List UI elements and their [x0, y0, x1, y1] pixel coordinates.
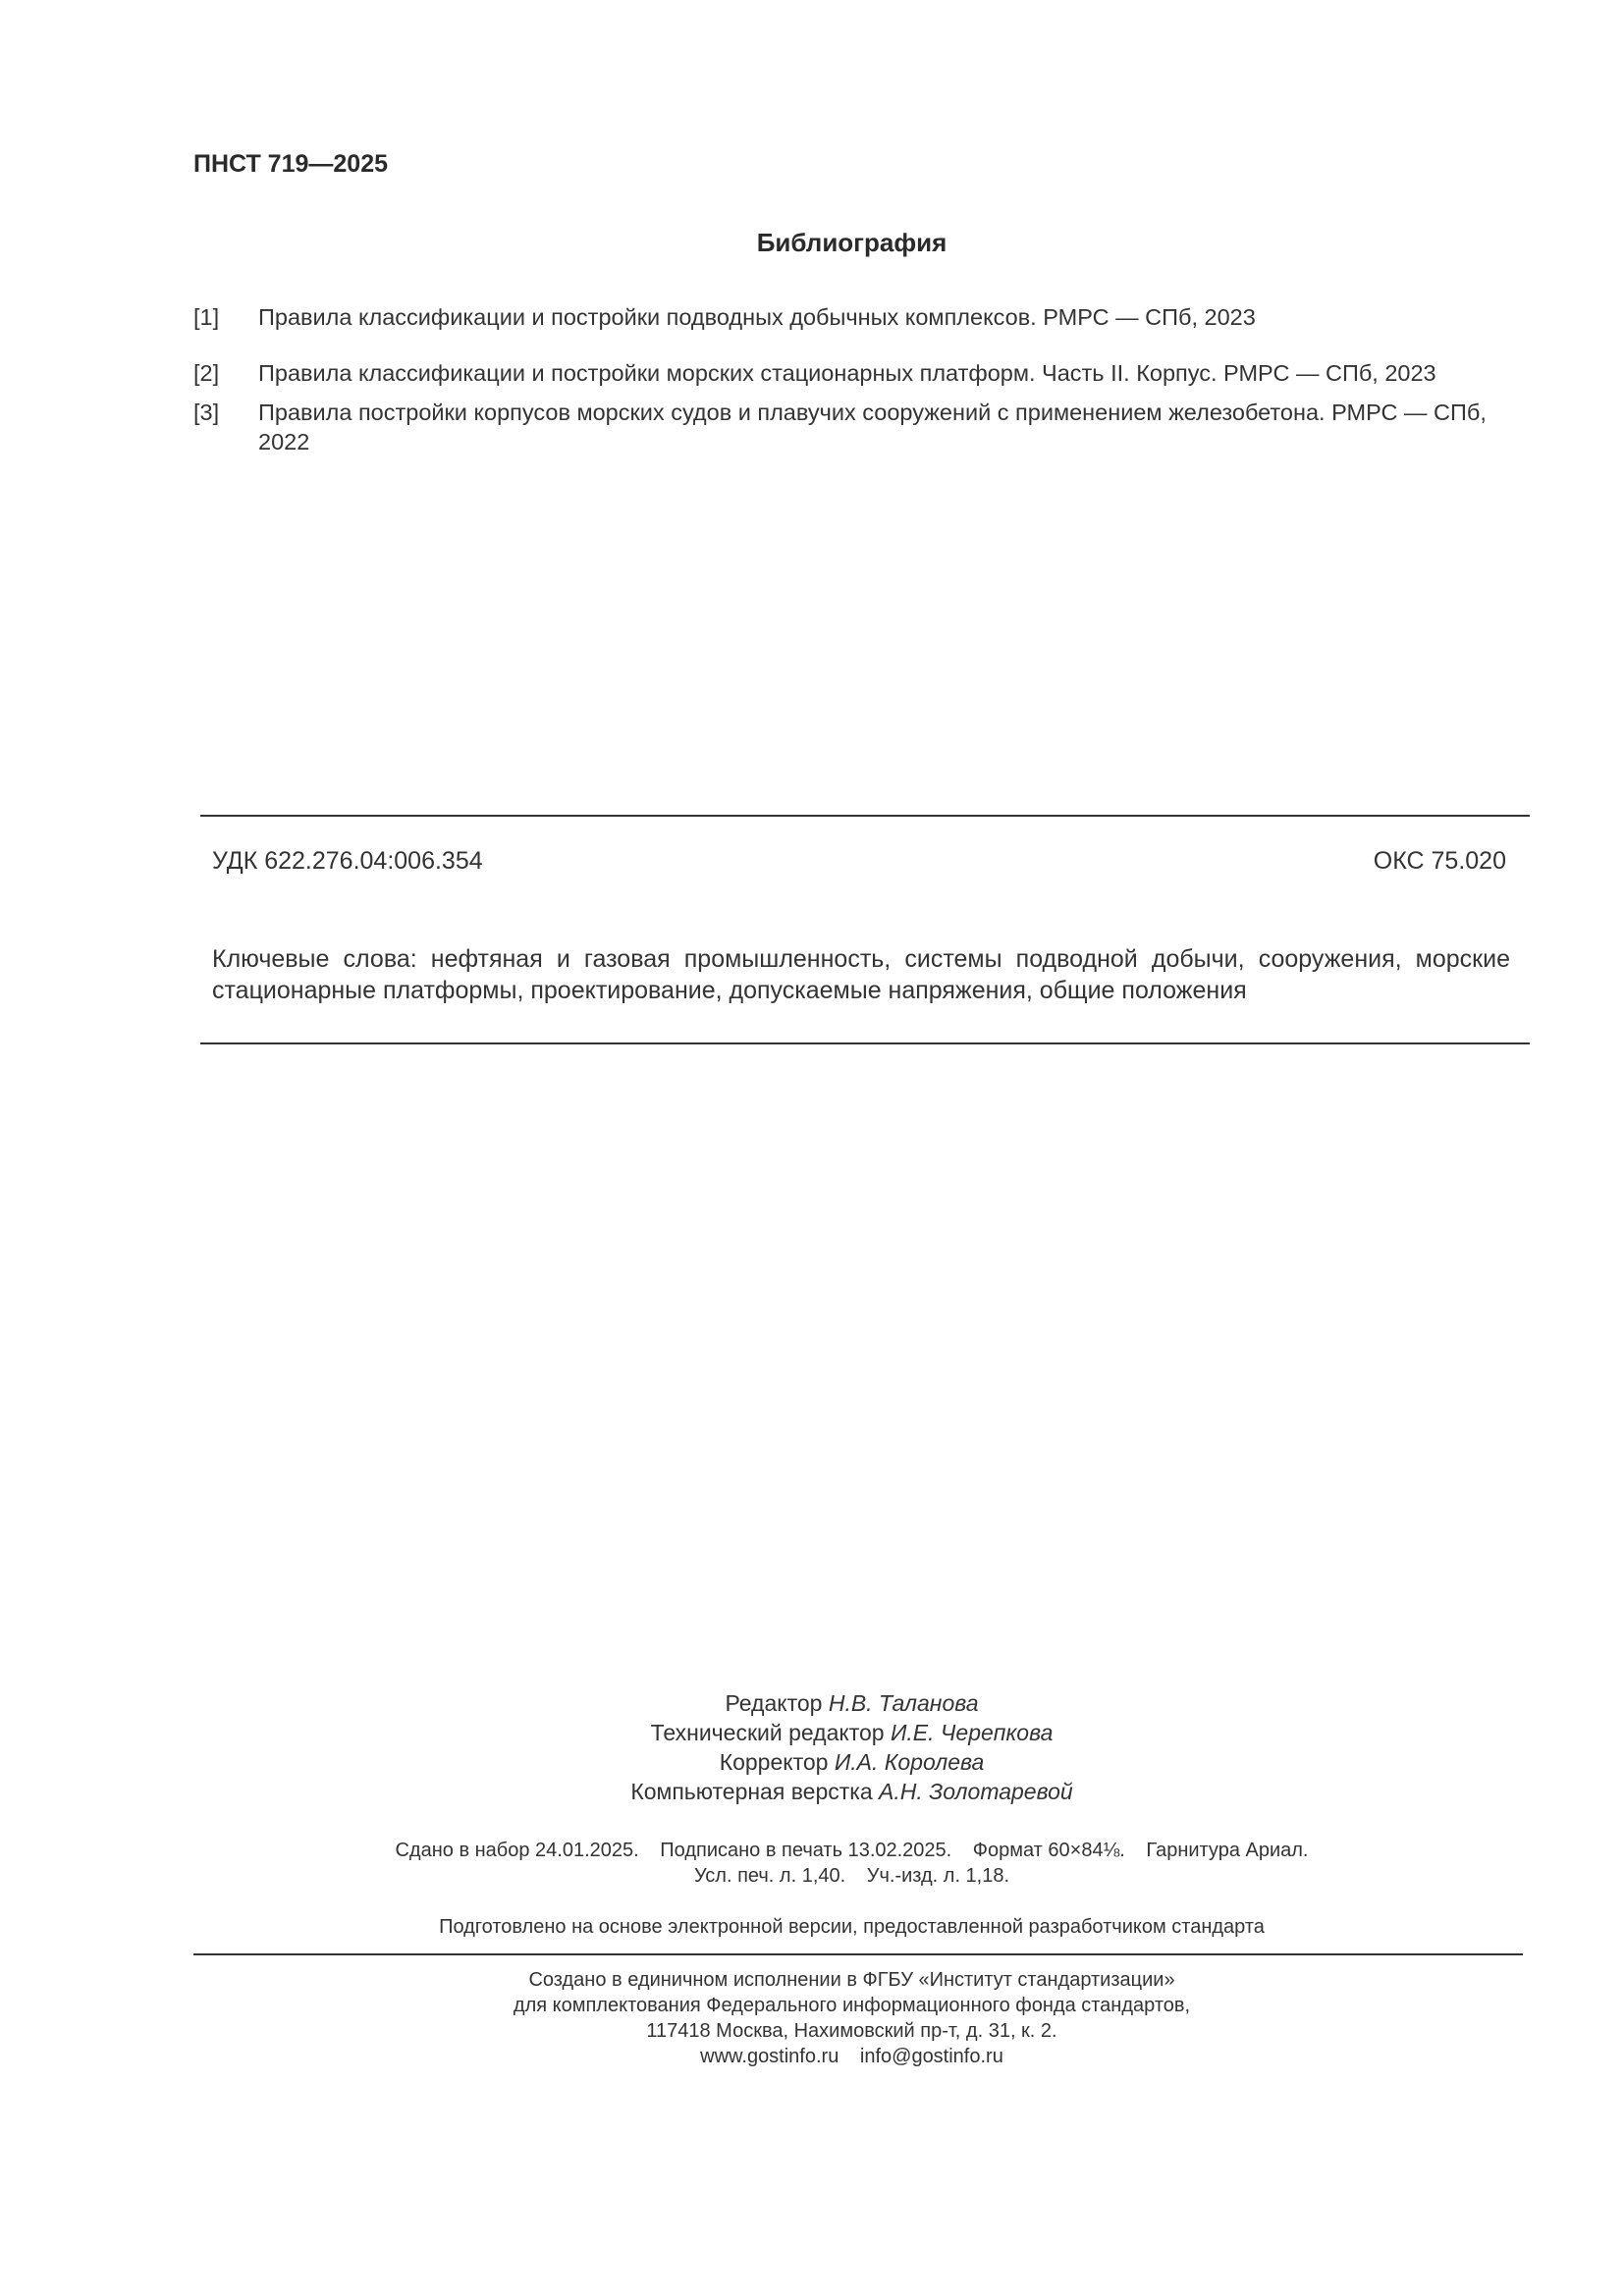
print-info-line2	[0, 1863, 1624, 1889]
credit-tech-editor	[0, 1718, 1624, 1747]
footer-email-link[interactable]: info@gostinfo.ru	[859, 2046, 1003, 2067]
bibliography-item-text: Правила классификации и постройки подводных добычных комплексов. РМРС — СПб, 2023	[258, 304, 1256, 330]
credit-name: А.Н. Золотаревой	[879, 1779, 1073, 1804]
print-signed: Подписано в печать 13.02.2025.	[660, 1840, 952, 1861]
credit-label: Технический редактор	[650, 1720, 885, 1745]
bibliography-item-number: [1]	[193, 304, 220, 330]
credit-label: Компьютерная верстка	[630, 1779, 873, 1804]
publisher-sheets: Уч.-изд. л. 1,18.	[866, 1865, 1010, 1887]
footer-line: для комплектования Федерального информационного фонда стандартов,	[513, 1995, 1191, 2016]
section-divider-top	[200, 815, 1530, 817]
footer-contacts	[0, 2044, 1624, 2069]
bibliography-item-text: Правила постройки корпусов морских судов и плавучих сооружений с применением железобетона. РМРС — СПб, 2022	[258, 400, 1487, 454]
document-code: ПНСТ 719—2025	[193, 150, 388, 178]
bibliography-item	[193, 358, 1529, 388]
print-submitted: Сдано в набор 24.01.2025.	[395, 1840, 639, 1861]
print-sheets: Усл. печ. л. 1,40.	[693, 1865, 846, 1887]
footer-divider	[193, 1953, 1523, 1955]
credit-layout	[0, 1777, 1624, 1806]
oks-code: ОКС 75.020	[1373, 847, 1506, 875]
credit-name: Н.В. Таланова	[828, 1690, 979, 1716]
udk-code: УДК 622.276.04:006.354	[212, 847, 483, 875]
footer-website-link[interactable]: www.gostinfo.ru	[700, 2046, 839, 2067]
prepared-note: Подготовлено на основе электронной версии, предоставленной разработчиком стандарта	[439, 1916, 1265, 1938]
footer-line: Создано в единичном исполнении в ФГБУ «Институт стандартизации»	[528, 1969, 1175, 1991]
bibliography-item-number: [3]	[193, 400, 220, 425]
credit-name: И.А. Королева	[834, 1749, 985, 1775]
bibliography-item	[193, 398, 1529, 456]
section-divider-bottom	[200, 1042, 1530, 1044]
credit-editor	[0, 1688, 1624, 1718]
print-typeface: Гарнитура Ариал.	[1146, 1840, 1309, 1861]
credit-name: И.Е. Черепкова	[890, 1720, 1054, 1745]
bibliography-item-text: Правила классификации и постройки морских стационарных платформ. Часть II. Корпус. РМРС — СПб, 2023	[258, 360, 1436, 386]
credit-proofreader	[0, 1747, 1624, 1777]
bibliography-title: Библиография	[756, 228, 947, 257]
print-format: Формат 60×84⅛.	[972, 1840, 1125, 1861]
credit-label: Корректор	[719, 1749, 829, 1775]
print-info-line1	[0, 1838, 1624, 1863]
keywords: Ключевые слова: нефтяная и газовая промышленность, системы подводной добычи, сооружения, морские стационарные платформы, проектирование, допускаемые напряжения, общие положения	[212, 945, 1510, 1004]
footer-line: 117418 Москва, Нахимовский пр-т, д. 31, к. 2.	[646, 2020, 1057, 2042]
bibliography-item	[193, 302, 1529, 332]
credit-label: Редактор	[725, 1690, 823, 1716]
bibliography-item-number: [2]	[193, 360, 220, 386]
